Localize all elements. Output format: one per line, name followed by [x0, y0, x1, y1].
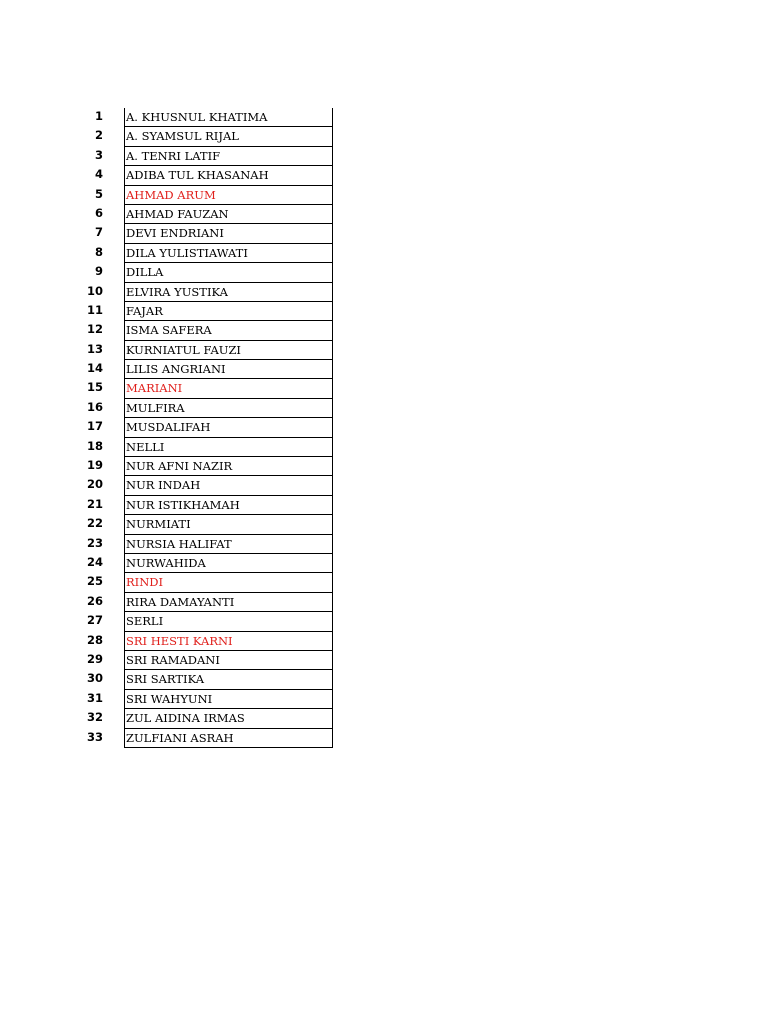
name-cell[interactable]: NELLI: [124, 438, 333, 457]
table-row: [0, 341, 333, 360]
table-row: [0, 108, 333, 127]
row-number: 13: [86, 341, 103, 356]
name-cell[interactable]: ELVIRA YUSTIKA: [124, 283, 333, 302]
table-row: [0, 496, 333, 515]
table-row: [0, 302, 333, 321]
name-cell[interactable]: A. TENRI LATIF: [124, 147, 333, 166]
row-number: 14: [86, 361, 103, 376]
name-cell[interactable]: NURWAHIDA: [124, 554, 333, 573]
table-row: [0, 632, 333, 651]
table-row: [0, 573, 333, 592]
row-number: 9: [94, 264, 103, 279]
table-row: [0, 476, 333, 495]
table-row: [0, 438, 333, 457]
table-row: [0, 186, 333, 205]
name-cell[interactable]: LILIS ANGRIANI: [124, 360, 333, 379]
name-cell[interactable]: AHMAD FAUZAN: [124, 205, 333, 224]
name-cell[interactable]: RINDI: [124, 573, 333, 592]
table-row: [0, 690, 333, 709]
name-cell[interactable]: DILA YULISTIAWATI: [124, 244, 333, 263]
name-cell[interactable]: SERLI: [124, 612, 333, 631]
row-number: 32: [86, 710, 103, 725]
row-number: 11: [86, 302, 103, 317]
name-cell[interactable]: ISMA SAFERA: [124, 321, 333, 340]
name-cell[interactable]: MARIANI: [124, 379, 333, 398]
row-number: 22: [86, 516, 103, 531]
row-number: 26: [86, 593, 103, 608]
row-number: 19: [86, 458, 103, 473]
name-cell[interactable]: FAJAR: [124, 302, 333, 321]
row-number: 29: [86, 651, 103, 666]
table-row: [0, 612, 333, 631]
row-number: 28: [86, 632, 103, 647]
name-cell[interactable]: SRI WAHYUNI: [124, 690, 333, 709]
table-row: [0, 166, 333, 185]
name-cell[interactable]: RIRA DAMAYANTI: [124, 593, 333, 612]
table-row: [0, 360, 333, 379]
name-cell[interactable]: DILLA: [124, 263, 333, 282]
name-cell[interactable]: NURSIA HALIFAT: [124, 535, 333, 554]
table-row: [0, 457, 333, 476]
name-cell[interactable]: A. SYAMSUL RIJAL: [124, 127, 333, 146]
table-row: [0, 127, 333, 146]
table-row: [0, 399, 333, 418]
table-row: [0, 244, 333, 263]
name-cell[interactable]: A. KHUSNUL KHATIMA: [124, 108, 333, 127]
row-number: 20: [86, 477, 103, 492]
name-cell[interactable]: NUR ISTIKHAMAH: [124, 496, 333, 515]
table-row: [0, 321, 333, 340]
name-cell[interactable]: NUR INDAH: [124, 476, 333, 495]
row-number: 17: [86, 419, 103, 434]
table-row: [0, 263, 333, 282]
name-list-table: [0, 108, 333, 748]
row-number: 27: [86, 613, 103, 628]
row-number: 4: [94, 167, 103, 182]
row-number: 18: [86, 438, 103, 453]
table-row: [0, 418, 333, 437]
row-number: 5: [94, 186, 103, 201]
row-number: 12: [86, 322, 103, 337]
name-cell[interactable]: ZULFIANI ASRAH: [124, 729, 333, 748]
table-row: [0, 729, 333, 748]
row-number: 30: [86, 671, 103, 686]
name-cell[interactable]: SRI SARTIKA: [124, 670, 333, 689]
table-row: [0, 651, 333, 670]
name-cell[interactable]: MUSDALIFAH: [124, 418, 333, 437]
table-row: [0, 554, 333, 573]
name-cell[interactable]: ZUL AIDINA IRMAS: [124, 709, 333, 728]
name-cell[interactable]: NUR AFNI NAZIR: [124, 457, 333, 476]
row-number: 6: [94, 205, 103, 220]
name-cell[interactable]: DEVI ENDRIANI: [124, 224, 333, 243]
table-row: [0, 709, 333, 728]
row-number: 33: [86, 729, 103, 744]
row-number: 10: [86, 283, 103, 298]
name-cell[interactable]: ADIBA TUL KHASANAH: [124, 166, 333, 185]
table-row: [0, 205, 333, 224]
table-row: [0, 379, 333, 398]
name-cell[interactable]: KURNIATUL FAUZI: [124, 341, 333, 360]
name-cell[interactable]: MULFIRA: [124, 399, 333, 418]
row-number: 25: [86, 574, 103, 589]
row-number: 1: [94, 109, 103, 123]
table-row: [0, 593, 333, 612]
table-row: [0, 670, 333, 689]
table-row: [0, 535, 333, 554]
name-cell[interactable]: AHMAD ARUM: [124, 186, 333, 205]
row-number: 8: [94, 244, 103, 259]
row-number: 15: [86, 380, 103, 395]
name-cell[interactable]: SRI HESTI KARNI: [124, 632, 333, 651]
name-cell[interactable]: SRI RAMADANI: [124, 651, 333, 670]
name-cell[interactable]: NURMIATI: [124, 515, 333, 534]
row-number: 31: [86, 690, 103, 705]
row-number: 24: [86, 554, 103, 569]
table-row: [0, 147, 333, 166]
table-row: [0, 515, 333, 534]
row-number: 2: [94, 128, 103, 143]
row-number: 7: [94, 225, 103, 240]
row-number: 3: [94, 147, 103, 162]
row-number: 16: [86, 399, 103, 414]
table-row: [0, 224, 333, 243]
row-number: 23: [86, 535, 103, 550]
table-row: [0, 283, 333, 302]
row-number: 21: [86, 496, 103, 511]
